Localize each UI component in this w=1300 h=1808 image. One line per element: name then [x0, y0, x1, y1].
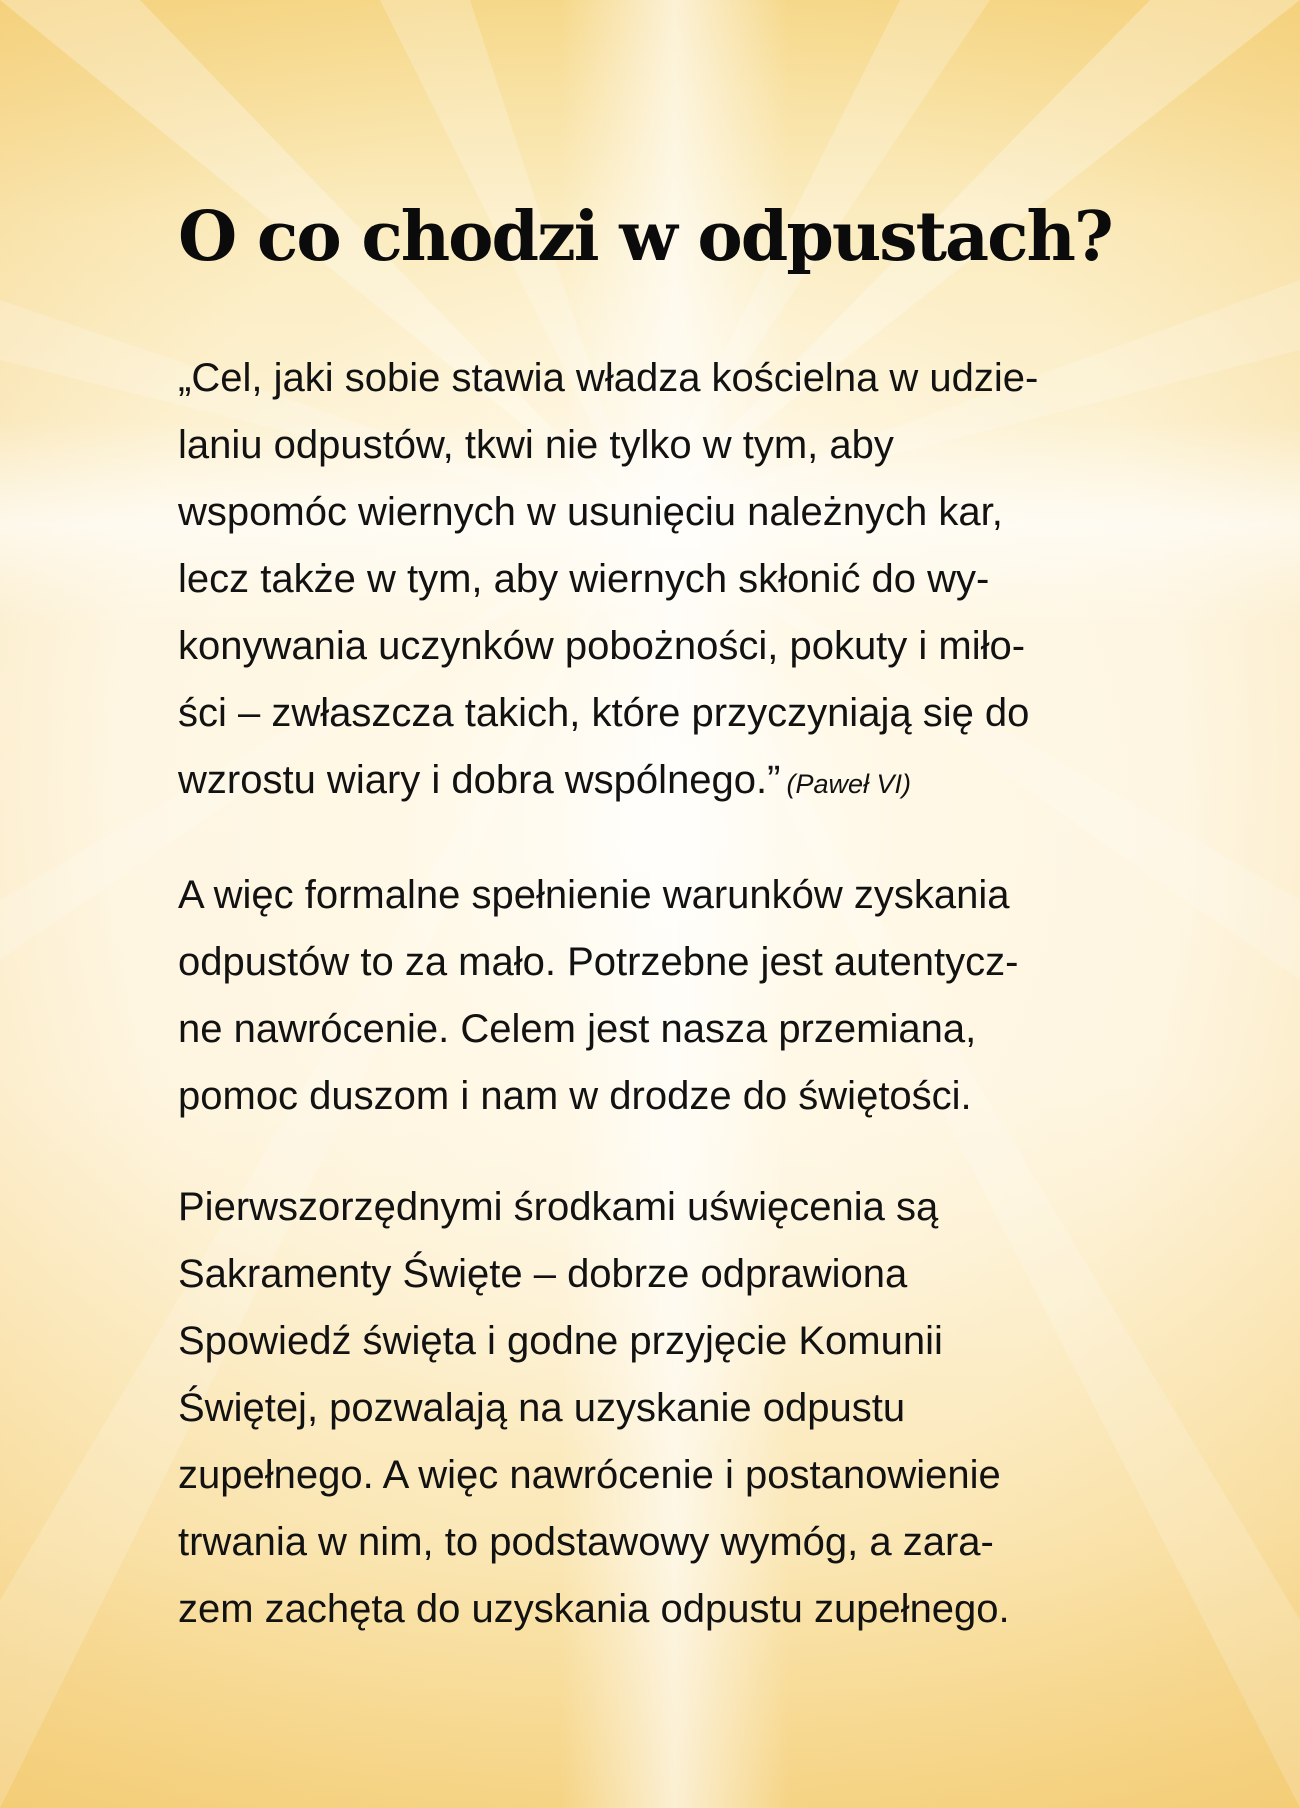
text-line: Pierwszorzędnymi środkami uświęcenia są — [178, 1184, 939, 1229]
text-line: ści – zwłaszcza takich, które przyczyniają się do — [178, 690, 1030, 735]
text-line: lecz także w tym, aby wiernych skłonić do wy- — [178, 556, 990, 601]
quote-paragraph — [178, 345, 1138, 818]
text-line: wspomóc wiernych w usunięciu należnych kar, — [178, 489, 1003, 534]
content — [178, 197, 1138, 1687]
page-title: O co chodzi w odpustach? — [178, 197, 1112, 277]
text-line: konywania uczynków pobożności, pokuty i miło- — [178, 623, 1026, 668]
text-line: „Cel, jaki sobie stawia władza kościelna w udzie- — [178, 355, 1039, 400]
quote-attribution: (Paweł VI) — [786, 768, 912, 799]
body-paragraph — [178, 862, 1138, 1130]
body-paragraph — [178, 1174, 1138, 1643]
text-line: zupełnego. A więc nawrócenie i postanowienie — [178, 1452, 1001, 1497]
text-line-content: wzrostu wiary i dobra wspólnego.” — [178, 757, 781, 802]
text-line: zem zachęta do uzyskania odpustu zupełnego. — [178, 1586, 1010, 1631]
text-line: A więc formalne spełnienie warunków zyskania — [178, 872, 1010, 917]
text-line: trwania w nim, to podstawowy wymóg, a zara- — [178, 1519, 994, 1564]
text-line-last — [178, 747, 1138, 818]
text-line: odpustów to za mało. Potrzebne jest autentycz- — [178, 939, 1019, 984]
text-line: Świętej, pozwalają na uzyskanie odpustu — [178, 1385, 906, 1430]
text-line: ne nawrócenie. Celem jest nasza przemiana, — [178, 1006, 977, 1051]
text-line: Spowiedź święta i godne przyjęcie Komunii — [178, 1318, 943, 1363]
text-line: laniu odpustów, tkwi nie tylko w tym, aby — [178, 422, 894, 467]
text-line: pomoc duszom i nam w drodze do świętości. — [178, 1073, 972, 1118]
text-line: Sakramenty Święte – dobrze odprawiona — [178, 1251, 908, 1296]
